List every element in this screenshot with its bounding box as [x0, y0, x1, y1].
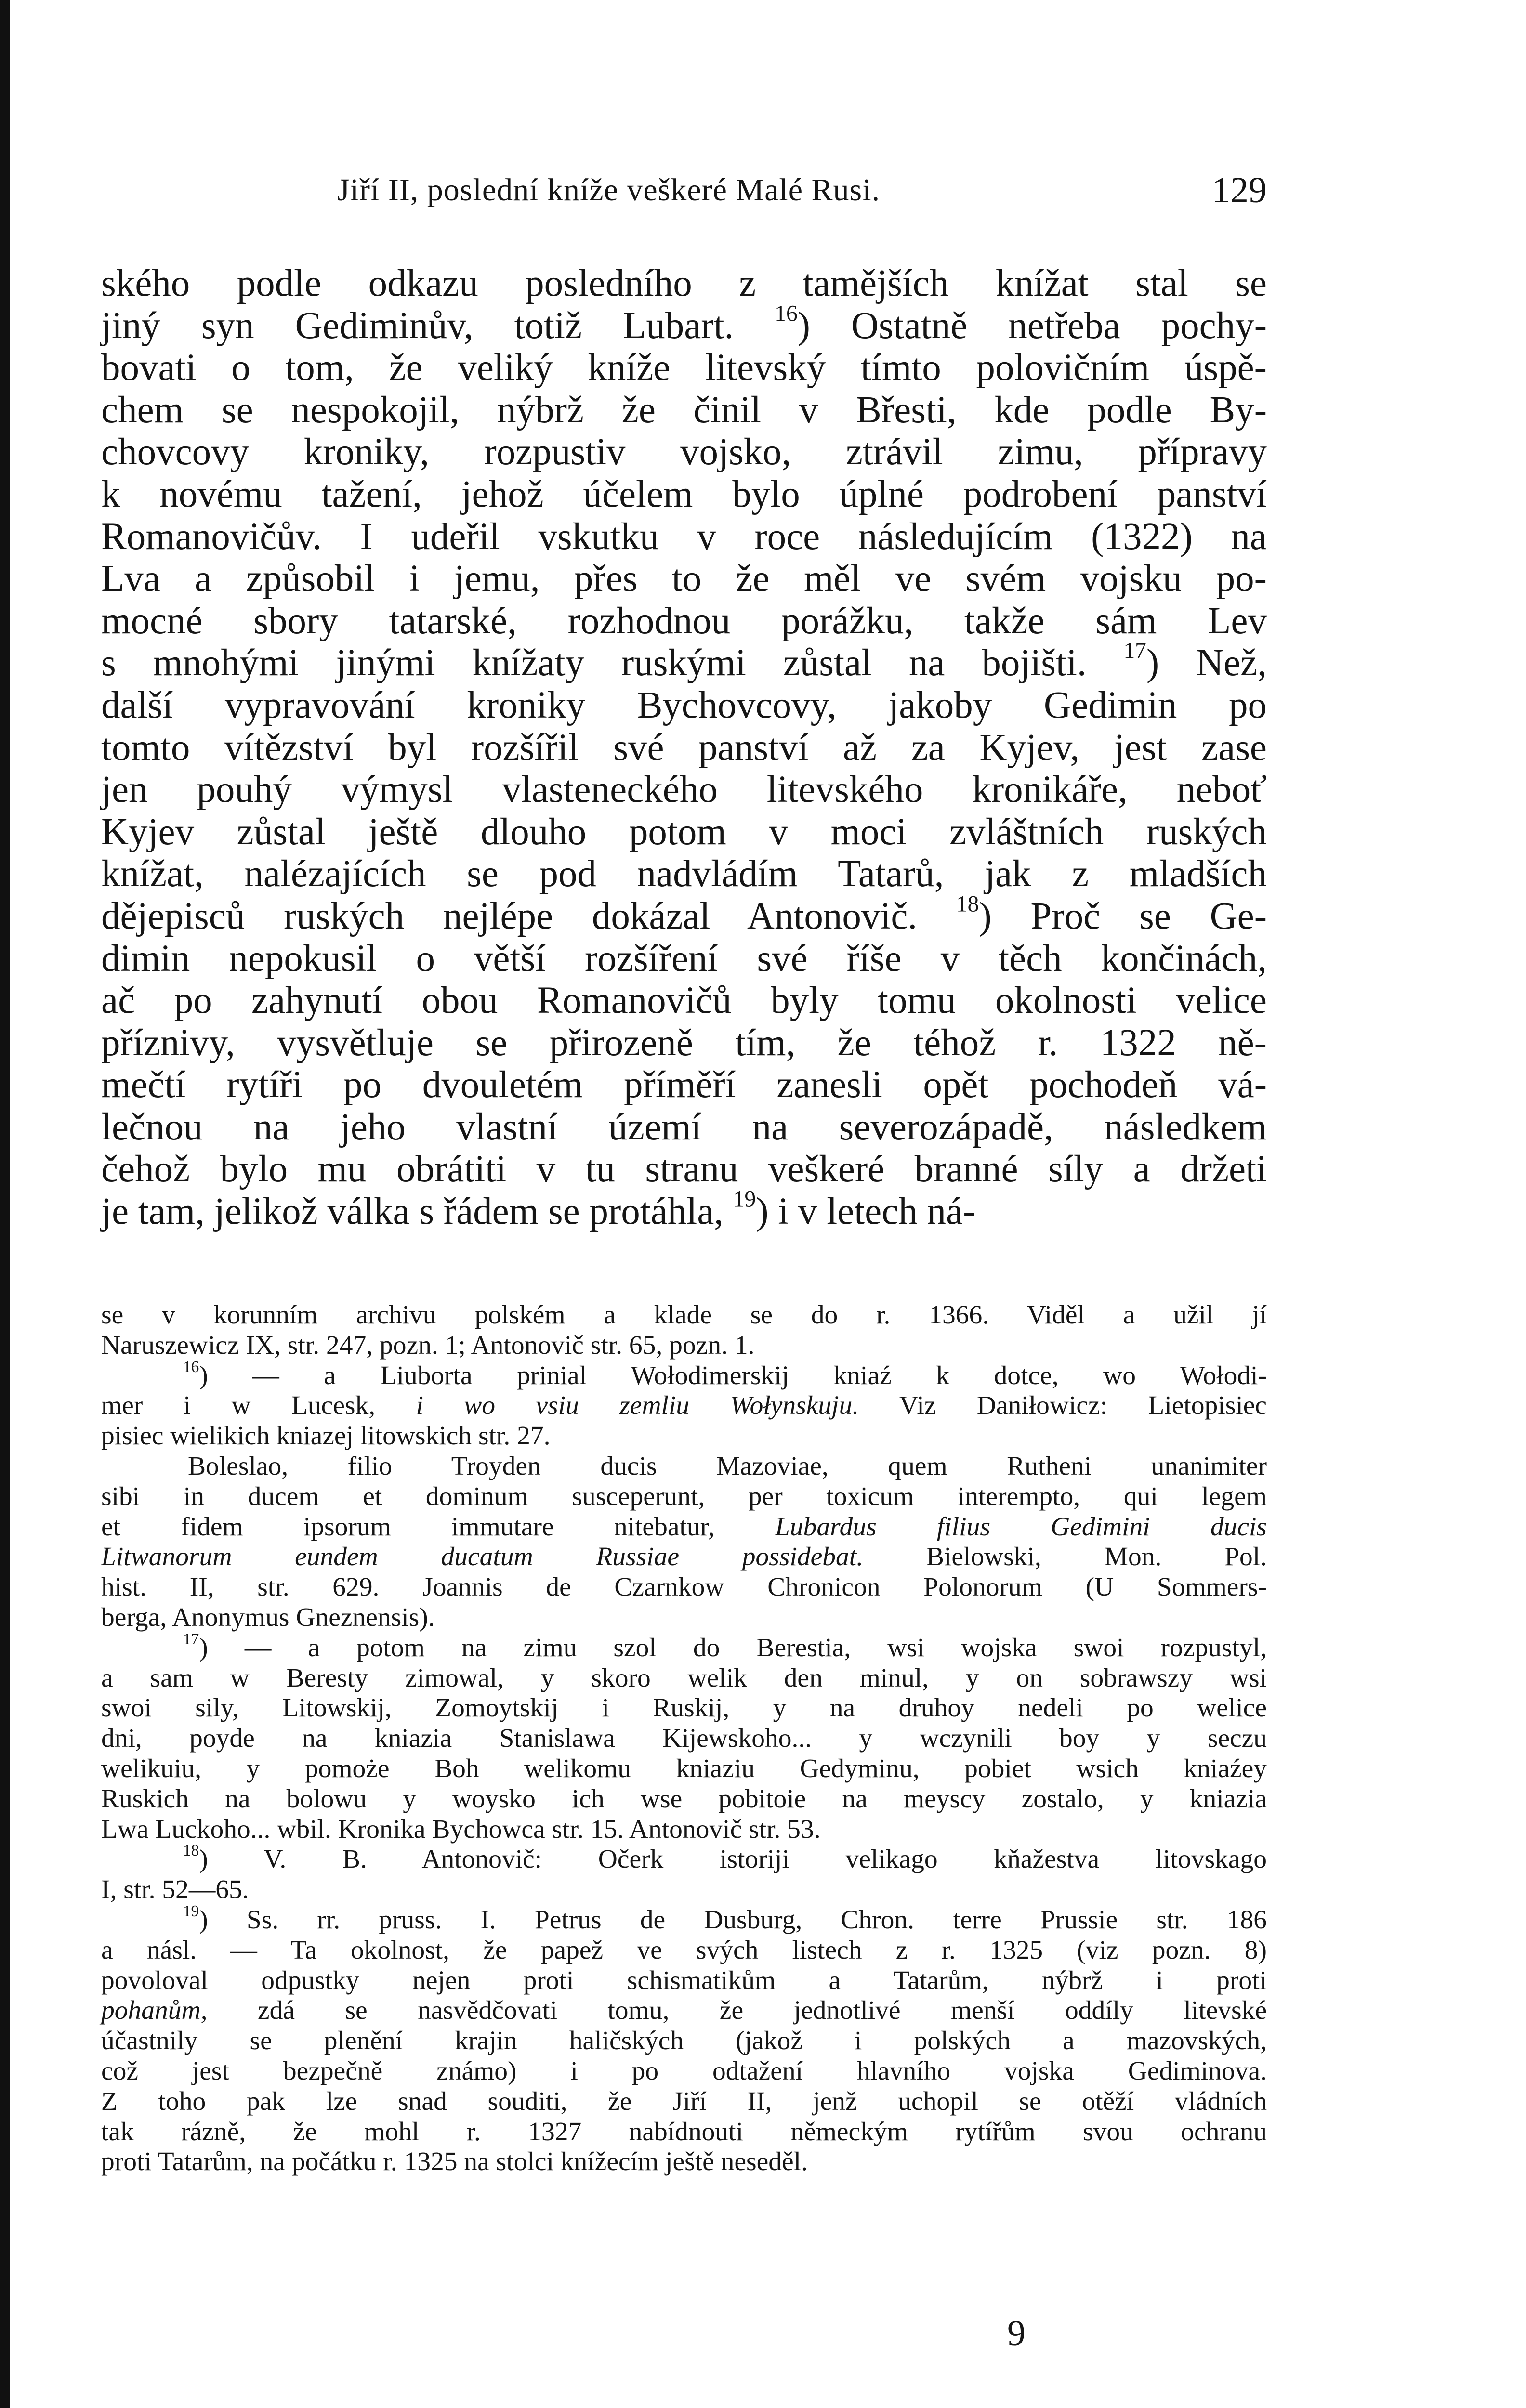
footnote-line: berga, Anonymus Gneznensis).	[101, 1602, 435, 1632]
page-header	[101, 169, 1267, 212]
footnote-line: dni, poyde na kniazia Stanislawa Kijewskoho... y wczynili boy y seczu	[101, 1724, 1267, 1754]
text-line: mocné sbory tatarské, rozhodnou porážku, takže sám Lev	[101, 600, 1267, 642]
footnote-ref[interactable]: 16	[775, 301, 798, 327]
footnote-line: Lwa Luckoho... wbil. Kronika Bychowca str. 15. Antonovič str. 53.	[101, 1814, 821, 1844]
footnote-line: pisiec wielikich kniazej litowskich str. 27.	[101, 1421, 551, 1451]
text-line: je tam, jelikož válka s řádem se protáhla, $^{19}$) i v letech ná-	[101, 1187, 976, 1233]
text-line: mečtí rytíři po dvouletém příměří zanesli opět pochodeň vá-	[101, 1064, 1267, 1106]
main-text	[101, 262, 1267, 1233]
footnote-ref[interactable]: 17	[1123, 638, 1146, 664]
footnote-line: Z toho pak lze snad souditi, že Jiří II, jenž uchopil se otěží vládních	[101, 2086, 1267, 2116]
footnote-line: I, str. 52—65.	[101, 1875, 249, 1905]
text-line: chem se nespokojil, nýbrž že činil v Břesti, kde podle By-	[101, 389, 1267, 431]
text-line: lečnou na jeho vlastní území na severozápadě, následkem	[101, 1106, 1267, 1148]
footnote-line: proti Tatarům, na počátku r. 1325 na stolci knížecím ještě neseděl.	[101, 2147, 808, 2177]
text-line: chovcovy kroniky, rozpustiv vojsko, ztrávil zimu, přípravy	[101, 431, 1267, 473]
text-line: knížat, nalézajících se pod nadvládím Tatarů, jak z mladších	[101, 853, 1267, 895]
footnote-19: $^{19}$) Ss. rr. pruss. I. Petrus de Dusburg, Chron. terre Prussie str. 186	[183, 1902, 1267, 1935]
signature-mark: 9	[1007, 2313, 1026, 2354]
footnote-ref[interactable]: 18	[956, 891, 979, 917]
text-line: ského podle odkazu posledního z tamějších knížat stal se	[101, 262, 1267, 304]
footnote-line: et fidem ipsorum immutare nitebatur, Lubardus filius Gedimini ducis	[101, 1512, 1267, 1542]
footnote-ref[interactable]: 19	[733, 1187, 756, 1212]
page-number: 129	[1212, 170, 1267, 210]
text-line: další vypravování kroniky Bychovcovy, jakoby Gedimin po	[101, 684, 1267, 726]
footnote-line: účastnily se plenění krajin haličských (jakož i polských a mazovských,	[101, 2026, 1267, 2056]
text-line: Kyjev zůstal ještě dlouho potom v moci zvláštních ruských	[101, 811, 1267, 853]
footnote-line: a sam w Beresty zimowal, y skoro welik den minul, y on sobrawszy wsi	[101, 1663, 1267, 1693]
text-line: bovati o tom, že veliký kníže litevský tímto polovičním úspě-	[101, 347, 1267, 389]
footnote-number: 16	[183, 1358, 199, 1376]
book-page	[101, 0, 1267, 2408]
footnote-line: povoloval odpustky nejen proti schismatikům a Tatarům, nýbrž i proti	[101, 1965, 1267, 1995]
footnote-18: $^{18}$) V. B. Antonovič: Očerk istoriji velikago kňažestva litovskago	[183, 1842, 1267, 1874]
footnote-line: Ruskich na bolowu y woysko ich wse pobitoie na meyscy zostalo, y kniazia	[101, 1784, 1267, 1814]
text-line: jen pouhý výmysl vlasteneckého litevského kronikáře, neboť	[101, 769, 1267, 811]
text-line: tomto vítězství byl rozšířil své panství až za Kyjev, jest zase	[101, 726, 1267, 769]
footnote-line: Naruszewicz IX, str. 247, pozn. 1; Antonovič str. 65, pozn. 1.	[101, 1330, 755, 1360]
footnote-line: Boleslao, filio Troyden ducis Mazoviae, quem Rutheni unanimiter	[188, 1451, 1267, 1481]
text-line: dimin nepokusil o větší rozšíření své říše v těch končinách,	[101, 937, 1267, 980]
text-line: jiný syn Gediminův, totiž Lubart. $^{16}$) Ostatně netřeba pochy-	[101, 301, 1267, 347]
text-line: Lva a způsobil i jemu, přes to že měl ve svém vojsku po-	[101, 558, 1267, 600]
footnote-line: tak rázně, že mohl r. 1327 nabídnouti německým rytířům svou ochranu	[101, 2117, 1267, 2146]
footnotes	[101, 1300, 1267, 2177]
footnote-line: Litwanorum eundem ducatum Russiae possidebat. Bielowski, Mon. Pol.	[101, 1542, 1267, 1572]
text-line: k novému tažení, jehož účelem bylo úplné podrobení panství	[101, 473, 1267, 515]
footnote-line: což jest bezpečně známo) i po odtažení hlavního vojska Gediminova.	[101, 2056, 1267, 2086]
footnote-number: 19	[183, 1902, 199, 1920]
footnote-16: $^{16}$) — a Liuborta prinial Wołodimerskij kniaź k dotce, wo Wołodi-	[183, 1358, 1267, 1390]
text-line: dějepisců ruských nejlépe dokázal Antonovič. $^{18}$) Proč se Ge-	[101, 891, 1267, 937]
footnote-line: a násl. — Ta okolnost, že papež ve svých listech z r. 1325 (viz pozn. 8)	[101, 1935, 1267, 1965]
footnote-line: hist. II, str. 629. Joannis de Czarnkow Chronicon Polonorum (U Sommers-	[101, 1572, 1267, 1602]
footnote-number: 17	[183, 1630, 199, 1648]
footnote-line: mer i w Lucesk, i wo vsiu zemliu Wołynskuju. Viz Daniłowicz: Lietopisiec	[101, 1391, 1267, 1421]
running-title: Jiří II, poslední kníže veškeré Malé Rusi.	[337, 172, 881, 208]
scan-edge	[0, 0, 10, 2408]
footnote-17: $^{17}$) — a potom na zimu szol do Berestia, wsi wojska swoi rozpustyl,	[183, 1630, 1267, 1662]
text-line: příznivy, vysvětluje se přirozeně tím, že téhož r. 1322 ně-	[101, 1021, 1267, 1064]
footnote-number: 18	[183, 1842, 199, 1860]
footnote-line: welikuiu, y pomoże Boh welikomu kniaziu Gedyminu, pobiet wsich kniaźey	[101, 1754, 1267, 1783]
footnote-line: sibi in ducem et dominum susceperunt, per toxicum interempto, qui legem	[101, 1481, 1267, 1511]
text-line: Romanovičův. I udeřil vskutku v roce následujícím (1322) na	[101, 515, 1267, 558]
footnote-line: pohanům, zdá se nasvědčovati tomu, že jednotlivé menší oddíly litevské	[101, 1996, 1267, 2026]
footnote-line: se v korunním archivu polském a klade se do r. 1366. Viděl a užil jí	[101, 1300, 1267, 1330]
text-line: čehož bylo mu obrátiti v tu stranu veškeré branné síly a držeti	[101, 1148, 1267, 1191]
text-line: s mnohými jinými knížaty ruskými zůstal na bojišti. $^{17}$) Než,	[101, 638, 1267, 684]
text-line: ač po zahynutí obou Romanovičů byly tomu okolnosti velice	[101, 980, 1267, 1022]
footnote-line: swoi sily, Litowskij, Zomoytskij i Ruskij, y na druhoy nedeli po welice	[101, 1693, 1267, 1723]
